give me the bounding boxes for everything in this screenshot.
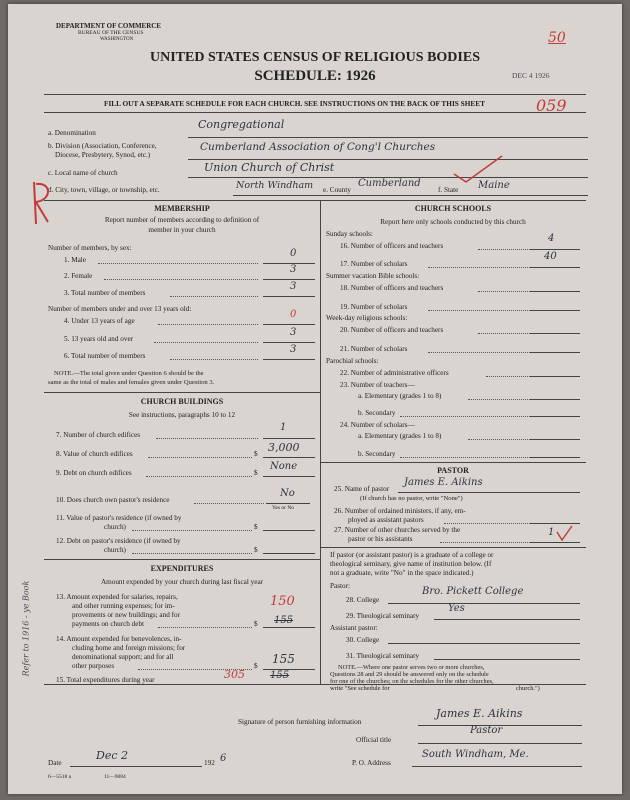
q27-red-check [554, 524, 574, 542]
state-value: Maine [478, 180, 510, 191]
division-label-1: b. Division (Association, Conference, [48, 142, 157, 150]
q9-value: None [270, 461, 298, 472]
q14-label-2: cluding home and foreign missions; for [72, 644, 186, 652]
q13-value: 150 [270, 594, 295, 609]
q11-label-1: 11. Value of pastor's residence (if owned by [56, 514, 182, 522]
po-address-value: South Windham, Me. [422, 749, 529, 760]
city-name: WASHINGTON [100, 37, 134, 42]
weekday-label: Week-day religious schools: [326, 314, 408, 322]
form-code-1: 6—5518 a [48, 774, 72, 780]
official-title-label: Official title [356, 736, 392, 744]
q6-label: 6. Total number of members [64, 352, 146, 360]
q7-label: 7. Number of church edifices [56, 431, 141, 439]
pastor-note-1: NOTE.—Where one pastor serves two or more churches, [338, 664, 485, 671]
county-label: e. County [323, 186, 351, 194]
year-prefix: 192 [204, 759, 215, 767]
q16-label: 16. Number of officers and teachers [340, 242, 444, 250]
q27-label-1: 27. Number of other churches served by the [334, 526, 461, 534]
q4-value: 0 [290, 309, 297, 320]
q1-value: 0 [290, 248, 297, 259]
q9-dollar: $ [254, 469, 258, 477]
q15-value: 305 [224, 668, 245, 681]
q13-label-2: and other running expenses; for im- [72, 602, 175, 610]
pastor-label: Pastor: [330, 582, 350, 590]
graduate-note-2: theological seminary, give name of institution below. (If [330, 560, 492, 568]
q25-value: James E. Aikins [404, 477, 483, 488]
q28-value: Bro. Pickett College [422, 586, 524, 597]
date-received-stamp: DEC 4 1926 [512, 71, 550, 80]
q14-dollar: $ [254, 662, 258, 670]
q21-label: 21. Number of scholars [340, 345, 408, 353]
q23b-label: b. Secondary [358, 409, 396, 417]
q24-label: 24. Number of scholars— [340, 421, 415, 429]
instruction-line: FILL OUT A SEPARATE SCHEDULE FOR EACH CHURCH. SEE INSTRUCTIONS ON THE BACK OF THIS SHEET [104, 99, 486, 108]
q22-label: 22. Number of administrative officers [340, 369, 449, 377]
q15-struck-value: 155 [270, 670, 290, 681]
q24b-label: b. Secondary [358, 450, 396, 458]
q25-note: (If church has no pastor, write "None") [360, 495, 463, 502]
expenditures-heading: EXPENDITURES [150, 564, 214, 573]
q9-label: 9. Debt on church edifices [56, 469, 132, 477]
parochial-label: Parochial schools: [326, 357, 379, 365]
q25-label: 25. Name of pastor [334, 485, 390, 493]
age-heading: Number of members under and over 13 years old: [48, 305, 192, 313]
q14-value: 155 [272, 652, 295, 666]
official-title-value: Pastor [470, 725, 503, 736]
q14-label-1: 14. Amount expended for benevolences, in- [56, 635, 182, 643]
q18-label: 18. Number of officers and teachers [340, 284, 444, 292]
q6-value: 3 [290, 344, 297, 355]
q29-value: Yes [448, 603, 465, 614]
q13-struck-value: 155 [274, 615, 294, 626]
form-title: UNITED STATES CENSUS OF RELIGIOUS BODIES [149, 50, 480, 65]
q26-label-1: 26. Number of ordained ministers, if any, em- [334, 507, 466, 515]
pastor-note-5: church.") [516, 685, 540, 692]
pastor-note-2: Questions 28 and 29 should be answered only on the schedule [330, 671, 489, 678]
membership-intro-1: Report number of members according to definition of [104, 216, 260, 224]
buildings-heading: CHURCH BUILDINGS [140, 397, 224, 406]
q26-label-2: ployed as assistant pastors [348, 516, 424, 524]
local-name-value: Union Church of Christ [204, 161, 335, 174]
q11-dollar: $ [254, 523, 258, 531]
summer-label: Summer vacation Bible schools: [326, 272, 420, 280]
denomination-label: a. Denomination [48, 129, 96, 137]
q8-dollar: $ [254, 450, 258, 458]
q27-value: 1 [548, 527, 555, 538]
q29-label: 29. Theological seminary [346, 612, 420, 620]
q23-label: 23. Number of teachers— [340, 381, 415, 389]
local-name-label: c. Local name of church [48, 169, 118, 177]
q13-label-3: provements or new buildings; and for [72, 611, 180, 619]
q27-label-2: pastor or his assistants [348, 535, 413, 543]
q13-label-1: 13. Amount expended for salaries, repairs, [56, 593, 178, 601]
q1-label: 1. Male [64, 256, 86, 264]
q30-label: 30. College [346, 636, 380, 644]
q17-value: 40 [544, 251, 557, 262]
q10-value: No [280, 488, 295, 499]
graduate-note-3: not a graduate, write "No" in the space indicated.) [330, 569, 474, 577]
q16-value: 4 [548, 233, 555, 244]
q14-label-3: denominational support; and for all [72, 653, 174, 661]
red-check-mark [448, 154, 508, 184]
po-address-label: P. O. Address [352, 759, 391, 767]
department-name: DEPARTMENT OF COMMERCE [56, 22, 162, 30]
city-label: d. City, town, village, or township, etc. [48, 186, 160, 194]
q8-label: 8. Value of church edifices [56, 450, 133, 458]
expenditures-intro: Amount expended by your church during last fiscal year [100, 578, 264, 586]
form-number-stamp: 50 [548, 30, 566, 46]
q12-dollar: $ [254, 546, 258, 554]
q14-label-4: other purposes [72, 662, 115, 670]
state-label: f. State [438, 186, 459, 194]
pastor-note-4: write "See schedule for [330, 685, 390, 692]
margin-note: Refer to 1916 - ye Book [21, 580, 31, 677]
membership-heading: MEMBERSHIP [154, 204, 210, 213]
q8-value: 3,000 [268, 441, 300, 454]
census-schedule-sheet [8, 4, 622, 794]
q12-label-2: church) [104, 546, 126, 554]
q31-label: 31. Theological seminary [346, 652, 420, 660]
pastor-heading: PASTOR [437, 466, 469, 475]
q2-value: 3 [290, 264, 297, 275]
form-subtitle: SCHEDULE: 1926 [254, 68, 376, 84]
q7-value: 1 [280, 422, 287, 433]
pastor-note-3: for one of the churches; on the schedules for the other churches, [330, 678, 494, 685]
q23a-label: a. Elementary (grades 1 to 8) [358, 392, 442, 400]
graduate-note-1: If pastor (or assistant pastor) is a graduate of a college or [330, 551, 494, 559]
city-value: North Windham [236, 180, 314, 191]
buildings-intro: See instructions, paragraphs 10 to 12 [128, 411, 236, 419]
q5-value: 3 [290, 327, 297, 338]
division-label-2: Diocese, Presbytery, Synod, etc.) [55, 151, 151, 159]
schools-intro: Report here only schools conducted by this church [380, 218, 526, 226]
denomination-value: Congregational [198, 118, 285, 131]
membership-note-2: same as the total of males and females given under Question 3. [48, 379, 215, 386]
q12-label-1: 12. Debt on pastor's residence (if owned by [56, 537, 181, 545]
signature-label: Signature of person furnishing information [238, 718, 362, 726]
q11-label-2: church) [104, 523, 126, 531]
signature-value: James E. Aikins [436, 707, 523, 720]
sunday-label: Sunday schools: [326, 230, 373, 238]
q15-label: 15. Total expenditures during year [56, 676, 155, 684]
q20-label: 20. Number of officers and teachers [340, 326, 444, 334]
membership-intro-2: member in your church [148, 226, 216, 234]
q3-value: 3 [290, 281, 297, 292]
red-schedule-number: 059 [536, 96, 567, 115]
date-value: Dec 2 [96, 749, 128, 762]
q4-label: 4. Under 13 years of age [64, 317, 135, 325]
form-code-2: 11—9084 [104, 774, 126, 780]
division-value: Cumberland Association of Cong'l Churches [200, 141, 436, 153]
county-value: Cumberland [358, 178, 421, 189]
q19-label: 19. Number of scholars [340, 303, 408, 311]
bureau-name: BUREAU OF THE CENSUS [78, 30, 144, 36]
q10-label: 10. Does church own pastor's residence [56, 496, 170, 504]
q5-label: 5. 13 years old and over [64, 335, 134, 343]
yes-no-caption: Yes or No [272, 505, 295, 511]
q17-label: 17. Number of scholars [340, 260, 408, 268]
date-label: Date [48, 759, 62, 767]
schools-heading: CHURCH SCHOOLS [414, 204, 492, 213]
q3-label: 3. Total number of members [64, 289, 146, 297]
year-value: 6 [220, 753, 227, 764]
q13-label-4: payments on church debt [72, 620, 145, 628]
q24a-label: a. Elementary (grades 1 to 8) [358, 432, 442, 440]
q2-label: 2. Female [64, 272, 93, 280]
q13-dollar: $ [254, 620, 258, 628]
membership-note-1: NOTE.—The total given under Question 6 should be the [54, 370, 204, 377]
q28-label: 28. College [346, 596, 380, 604]
assistant-label: Assistant pastor: [330, 624, 378, 632]
by-sex-label: Number of members, by sex: [48, 244, 132, 252]
